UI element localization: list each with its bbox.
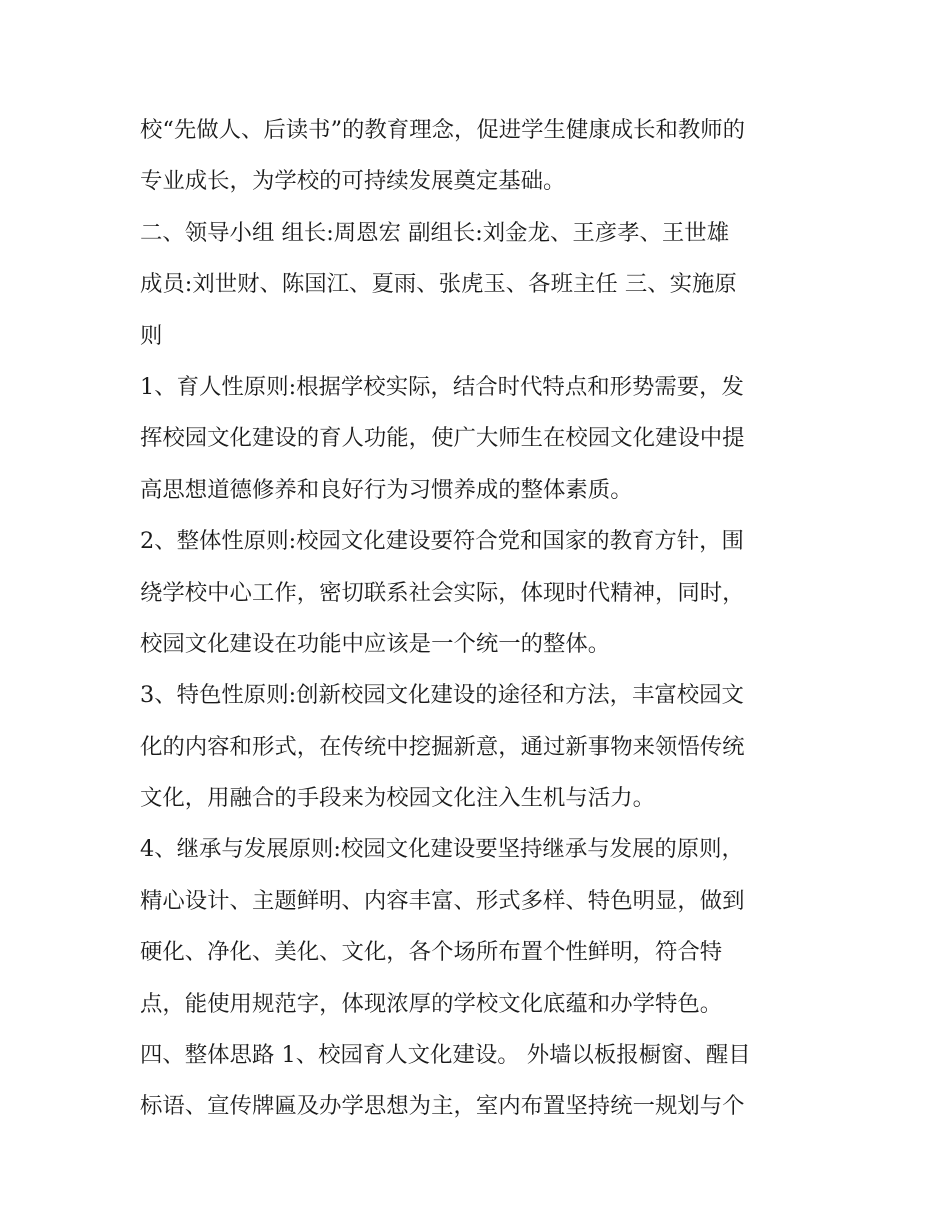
section-heading-overall-approach: 四、整体思路 1、校园育人文化建设。 外墙以板报橱窗、醒目 (140, 1042, 751, 1069)
text-line: 专业成长，为学校的可持续发展奠定基础。 (140, 168, 566, 195)
text-line: 高思想道德修养和良好行为习惯养成的整体素质。 (140, 476, 633, 503)
text-line: 硬化、净化、美化、文化，各个场所布置个性鲜明，符合特 (140, 939, 723, 966)
principle-1-line: 1、育人性原则:根据学校实际，结合时代特点和形势需要，发 (140, 373, 744, 400)
text-line: 点，能使用规范字，体现浓厚的学校文化底蕴和办学特色。 (140, 990, 723, 1017)
principle-2-line: 2、整体性原则:校园文化建设要符合党和国家的教育方针，围 (140, 528, 744, 555)
document-body (140, 105, 812, 1133)
text-line: 则 (140, 322, 163, 349)
text-line: 校园文化建设在功能中应该是一个统一的整体。 (140, 630, 611, 657)
principle-3-line: 3、特色性原则:创新校园文化建设的途径和方法，丰富校园文 (140, 682, 744, 709)
section-heading-leadership: 二、领导小组 组长:周恩宏 副组长:刘金龙、王彦孝、王世雄 (140, 219, 730, 246)
text-line: 校“先做人、后读书”的教育理念，促进学生健康成长和教师的 (140, 117, 746, 143)
text-line: 绕学校中心工作，密切联系社会实际，体现时代精神，同时， (140, 579, 745, 606)
text-line: 成员:刘世财、陈国江、夏雨、张虎玉、各班主任 三、实施原 (140, 271, 737, 298)
principle-4-line: 4、继承与发展原则:校园文化建设要坚持继承与发展的原则， (140, 836, 744, 863)
text-line: 标语、宣传牌匾及办学思想为主，室内布置坚持统一规划与个 (140, 1093, 745, 1120)
text-line: 文化，用融合的手段来为校园文化注入生机与活力。 (140, 785, 655, 812)
text-line: 挥校园文化建设的育人功能，使广大师生在校园文化建设中提 (140, 425, 745, 452)
text-line: 精心设计、主题鲜明、内容丰富、形式多样、特色明显，做到 (140, 887, 745, 914)
text-line: 化的内容和形式，在传统中挖掘新意，通过新事物来领悟传统 (140, 733, 745, 760)
